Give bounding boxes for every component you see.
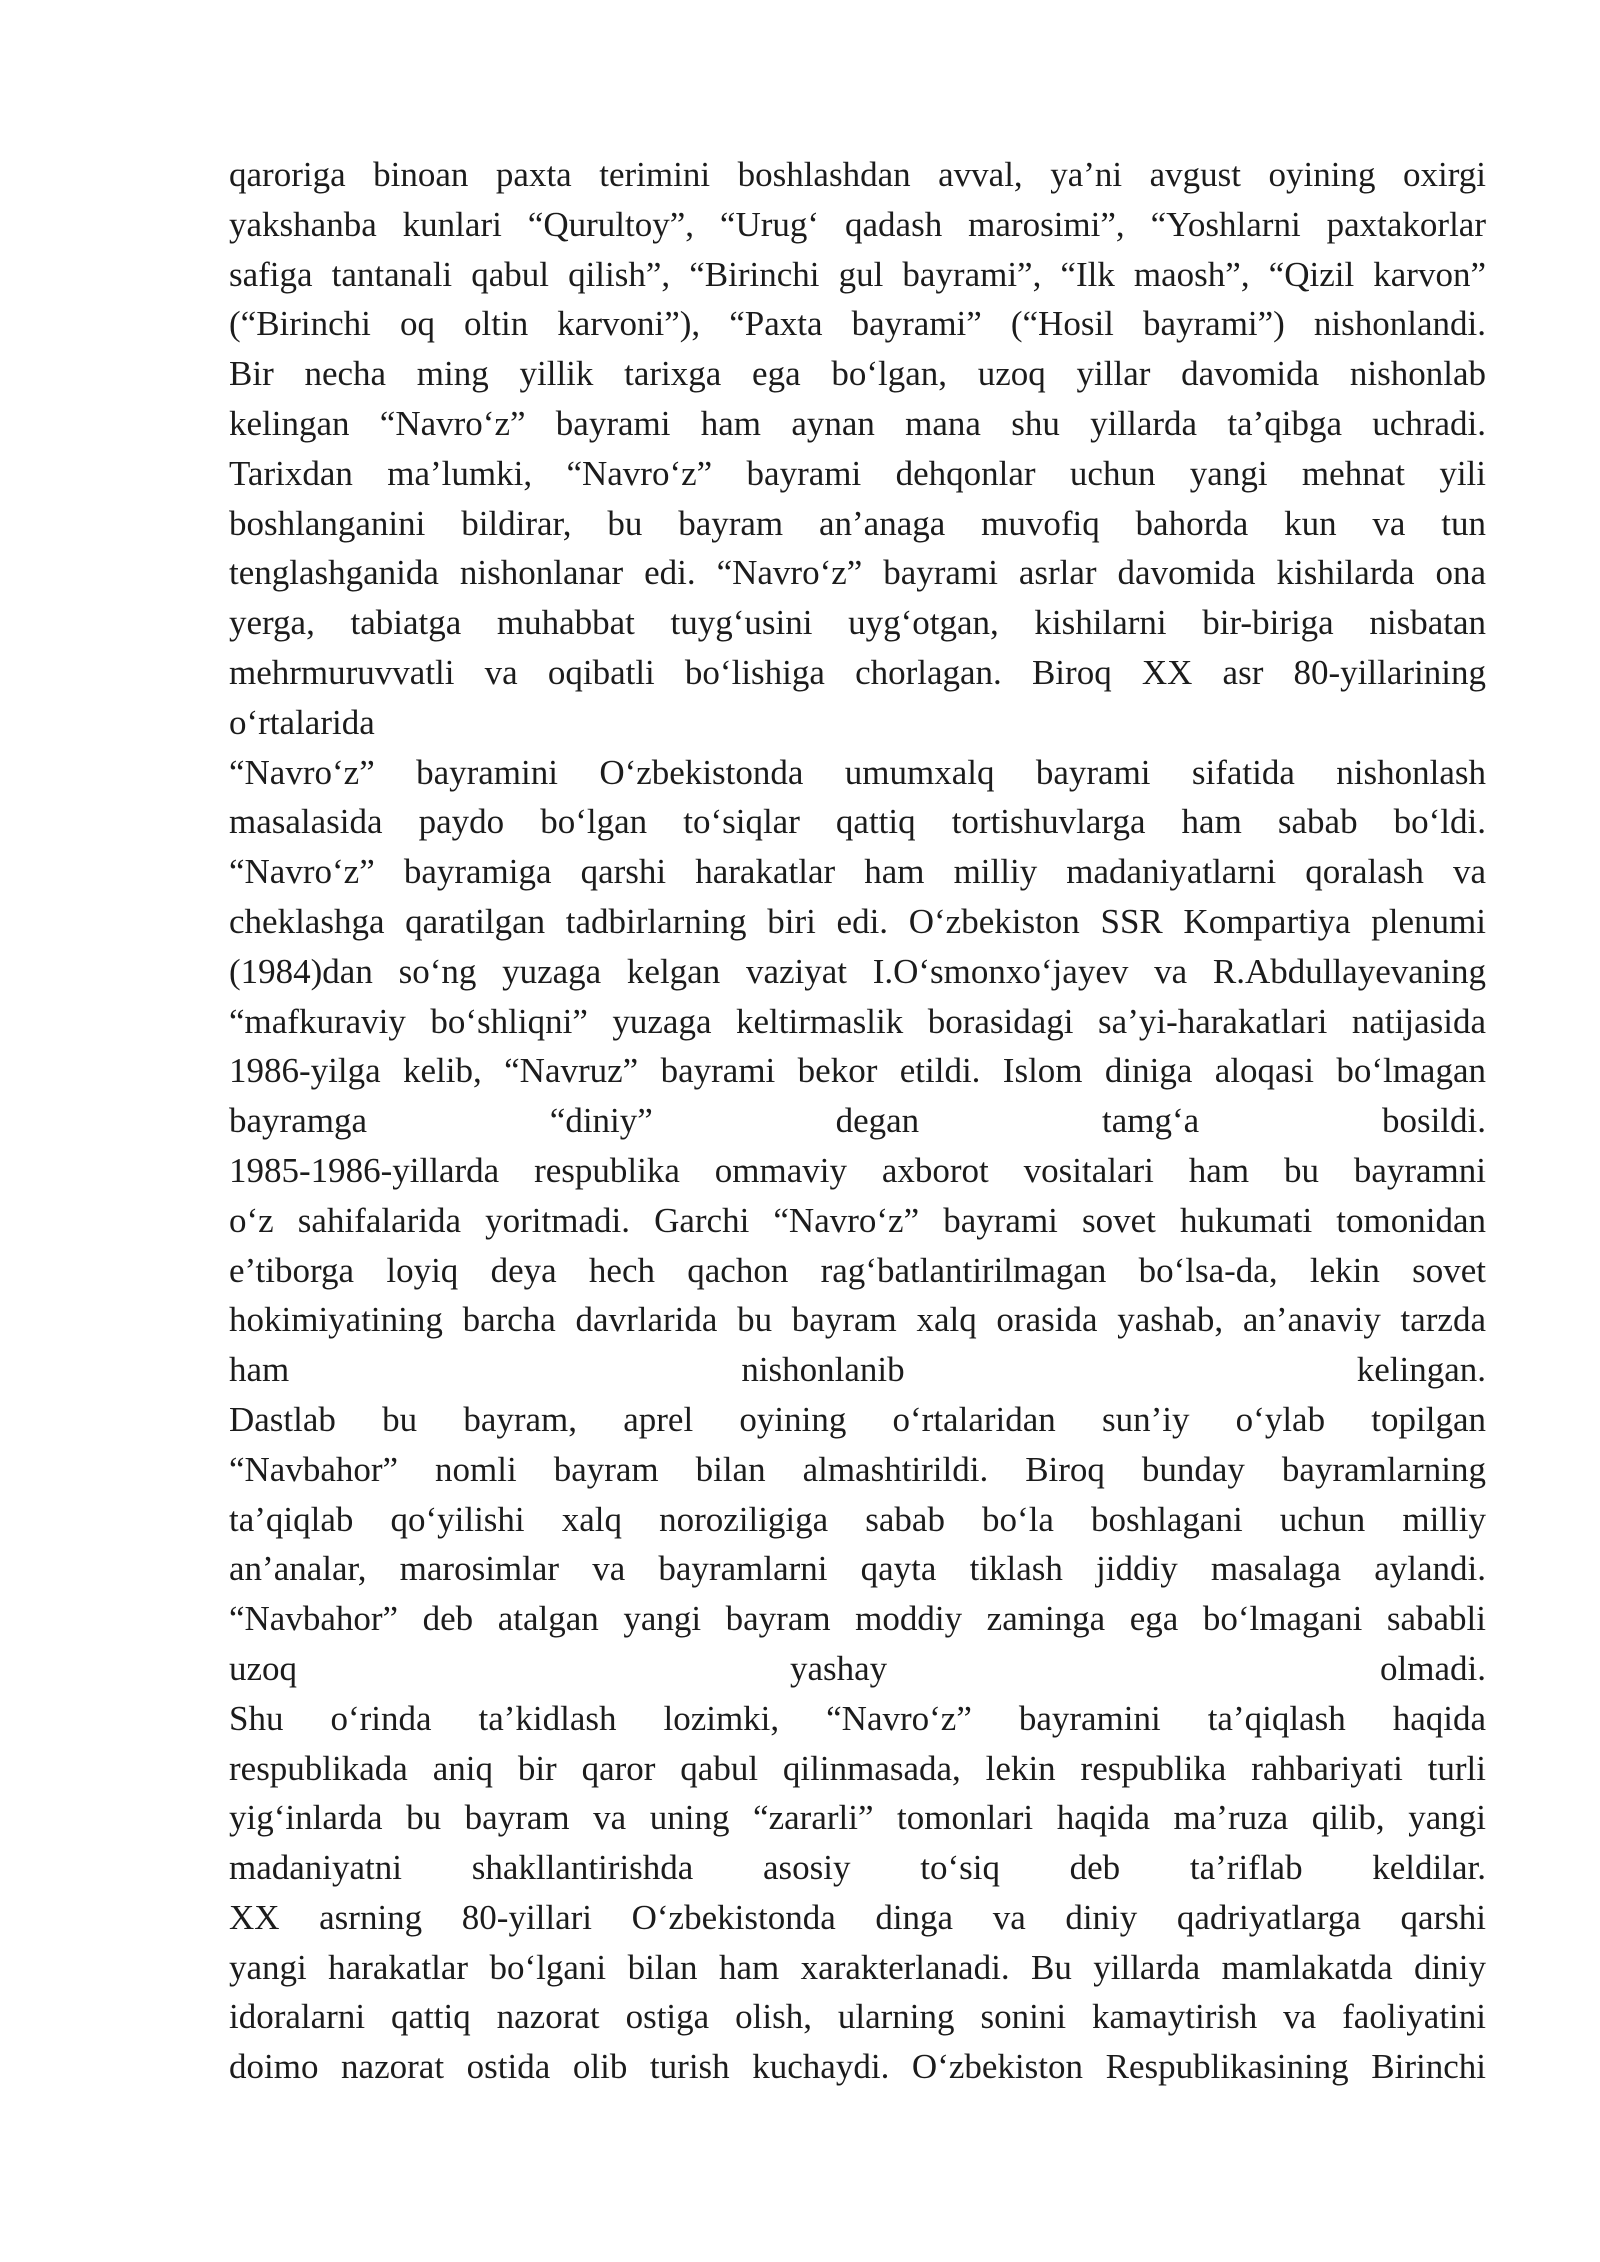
text-line: respublikada aniq bir qaror qabul qilinmasada, lekin respublika rahbariyati turli [229,1748,1486,1788]
text-line: yerga, tabiatga muhabbat tuyg‘usini uyg‘otgan, kishilarni bir-biriga nisbatan [229,603,1486,643]
text-line: Shu o‘rinda ta’kidlash lozimki, “Navro‘z” bayramini ta’qiqlash haqida [229,1698,1486,1738]
text-line: “Navro‘z” bayramiga qarshi harakatlar ham milliy madaniyatlarni qoralash va [229,852,1486,892]
text-line: uzoq yashay olmadi. [229,1648,1486,1688]
text-line: Bir necha ming yillik tarixga ega bo‘lgan, uzoq yillar davomida nishonlab [229,354,1486,394]
text-line: e’tiborga loyiq deya hech qachon rag‘batlantirilmagan bo‘lsa-da, lekin sovet [229,1250,1486,1290]
text-line: hokimiyatining barcha davrlarida bu bayram xalq orasida yashab, an’anaviy tarzda [229,1300,1486,1340]
text-line: “mafkuraviy bo‘shliqni” yuzaga keltirmaslik borasidagi sa’yi-harakatlari natijasida [229,1001,1486,1041]
text-line: (“Birinchi oq oltin karvoni”), “Paxta bayrami” (“Hosil bayrami”) nishonlandi. [229,304,1486,344]
text-line: ta’qiqlab qo‘yilishi xalq noroziligiga sabab bo‘la boshlagani uchun milliy [229,1499,1486,1539]
text-line: mehrmuruvvatli va oqibatli bo‘lishiga chorlagan. Biroq XX asr 80-yillarining [229,652,1486,692]
text-line: o‘rtalarida [229,702,375,742]
text-line: “Navbahor” deb atalgan yangi bayram moddiy zaminga ega bo‘lmagani sababli [229,1599,1486,1639]
text-line: bayramga “diniy” degan tamg‘a bosildi. [229,1101,1486,1141]
text-line: yakshanba kunlari “Qurultoy”, “Urug‘ qadash marosimi”, “Yoshlarni paxtakorlar [229,204,1486,244]
text-line: 1985-1986-yillarda respublika ommaviy axborot vositalari ham bu bayramni [229,1150,1486,1190]
text-line: ham nishonlanib kelingan. [229,1350,1486,1390]
text-line: doimo nazorat ostida olib turish kuchaydi. O‘zbekiston Respublikasining Birinchi [229,2047,1486,2087]
text-line: safiga tantanali qabul qilish”, “Birinchi gul bayrami”, “Ilk maosh”, “Qizil karvon” [229,254,1486,294]
text-line: tenglashganida nishonlanar edi. “Navro‘z” bayrami asrlar davomida kishilarda ona [229,553,1486,593]
text-line: Tarixdan ma’lumki, “Navro‘z” bayrami dehqonlar uchun yangi mehnat yili [229,453,1486,493]
text-line: “Navbahor” nomli bayram bilan almashtirildi. Biroq bunday bayramlarning [229,1449,1486,1489]
text-line: yig‘inlarda bu bayram va uning “zararli” tomonlari haqida ma’ruza qilib, yangi [229,1798,1486,1838]
body-text [229,150,1486,2092]
text-line: yangi harakatlar bo‘lgani bilan ham xarakterlanadi. Bu yillarda mamlakatda diniy [229,1947,1486,1987]
text-line: madaniyatni shakllantirishda asosiy to‘siq deb ta’riflab keldilar. [229,1848,1486,1888]
text-line: qaroriga binoan paxta terimini boshlashdan avval, ya’ni avgust oyining oxirgi [229,155,1486,194]
text-line: (1984)dan so‘ng yuzaga kelgan vaziyat I.O‘smonxo‘jayev va R.Abdullayevaning [229,951,1486,991]
text-line: kelingan “Navro‘z” bayrami ham aynan mana shu yillarda ta’qibga uchradi. [229,403,1486,443]
text-line: “Navro‘z” bayramini O‘zbekistonda umumxalq bayrami sifatida nishonlash [229,752,1486,792]
text-line: masalasida paydo bo‘lgan to‘siqlar qattiq tortishuvlarga ham sabab bo‘ldi. [229,802,1486,842]
text-line: 1986-yilga kelib, “Navruz” bayrami bekor etildi. Islom diniga aloqasi bo‘lmagan [229,1051,1486,1091]
text-line: o‘z sahifalarida yoritmadi. Garchi “Navro‘z” bayrami sovet hukumati tomonidan [229,1200,1486,1240]
text-line: XX asrning 80-yillari O‘zbekistonda dinga va diniy qadriyatlarga qarshi [229,1897,1486,1937]
text-line: Dastlab bu bayram, aprel oyining o‘rtalaridan sun’iy o‘ylab topilgan [229,1399,1486,1439]
text-line: cheklashga qaratilgan tadbirlarning biri edi. O‘zbekiston SSR Kompartiya plenumi [229,901,1486,941]
text-line: an’analar, marosimlar va bayramlarni qayta tiklash jiddiy masalaga aylandi. [229,1549,1486,1589]
text-line: idoralarni qattiq nazorat ostiga olish, ularning sonini kamaytirish va faoliyatini [229,1997,1486,2037]
text-line: boshlanganini bildirar, bu bayram an’anaga muvofiq bahorda kun va tun [229,503,1486,543]
